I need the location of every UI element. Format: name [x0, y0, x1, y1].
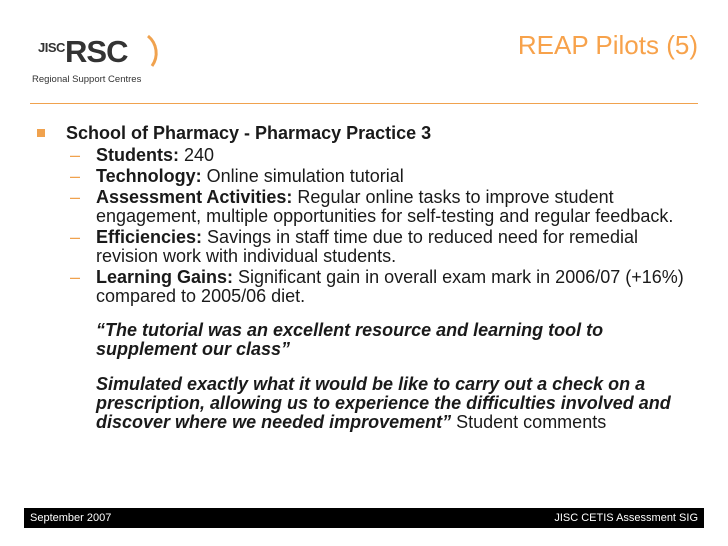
main-bullet: [30, 123, 700, 144]
dash-bullet-icon: –: [70, 145, 81, 165]
student-quote: “The tutorial was an excellent resource and learning tool to supplement our class”: [96, 320, 604, 359]
item-text: Savings in staff time due to reduced need for remedial revision work with individual students.: [96, 227, 638, 266]
item-text: Regular online tasks to improve student engagement, multiple opportunities for self-testing and regular feedback.: [96, 187, 674, 226]
main-bullet-text: School of Pharmacy - Pharmacy Practice 3: [66, 123, 432, 143]
footer-date: September 2007: [30, 512, 112, 524]
footer-organisation: JISC CETIS Assessment SIG: [554, 512, 698, 524]
list-item: [30, 188, 700, 226]
detail-list: [30, 146, 700, 306]
item-text: Significant gain in overall exam mark in 2006/07 (+16%) compared to 2005/06 diet.: [96, 267, 684, 306]
list-item: [30, 268, 700, 306]
quote-attribution: Student comments: [451, 412, 607, 432]
title-divider: [30, 103, 698, 104]
item-label: Learning Gains:: [96, 267, 234, 287]
slide-title: REAP Pilots (5): [517, 30, 698, 60]
list-item: [30, 167, 700, 186]
dash-bullet-icon: –: [70, 267, 81, 287]
item-label: Technology:: [96, 166, 202, 186]
footer-bar: [24, 508, 704, 528]
list-item: [30, 228, 700, 266]
item-text: Online simulation tutorial: [201, 166, 404, 186]
square-bullet-icon: [37, 129, 45, 137]
dash-bullet-icon: –: [70, 187, 81, 207]
item-label: Assessment Activities:: [96, 187, 293, 207]
jisc-rsc-logo: [28, 26, 168, 86]
slide-content: [30, 123, 700, 432]
item-label: Students:: [96, 145, 179, 165]
student-comment: [30, 375, 700, 432]
list-item: [30, 146, 700, 165]
item-label: Efficiencies:: [96, 227, 203, 247]
logo-name: RSC: [65, 34, 128, 69]
item-text: 240: [179, 145, 215, 165]
logo-brand: JISC: [38, 40, 65, 55]
dash-bullet-icon: –: [70, 227, 81, 247]
dash-bullet-icon: –: [70, 166, 81, 186]
student-comment-quote: Simulated exactly what it would be like to carry out a check on a prescription, allowing us to experience the difficulties involved and discover where we needed improvement”: [96, 374, 671, 432]
logo-tagline: Regional Support Centres: [32, 74, 142, 85]
